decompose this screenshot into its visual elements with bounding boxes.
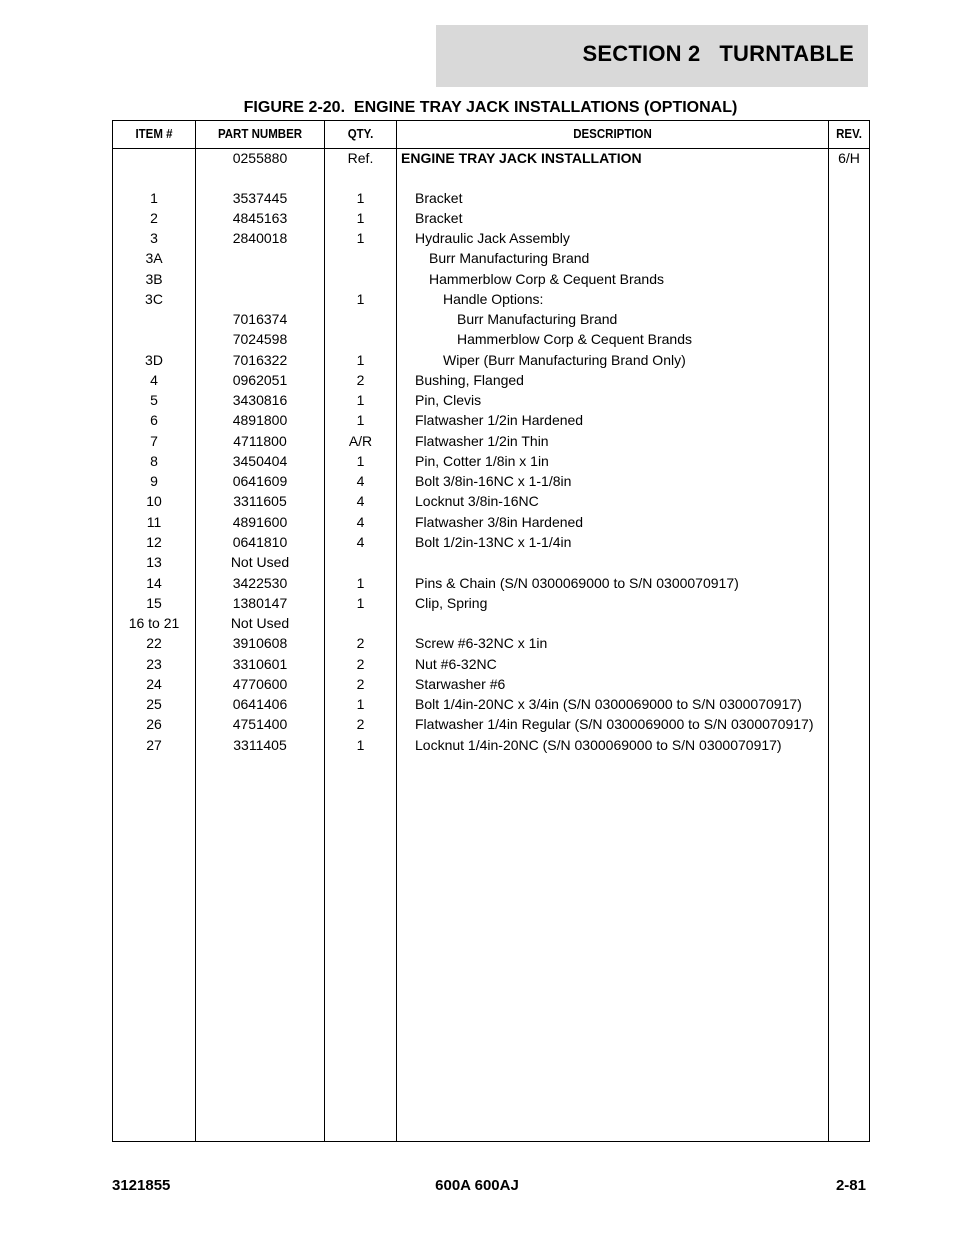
description-cell: Pins & Chain (S/N 0300069000 to S/N 0300070917) [415,575,739,591]
item-number-cell: 25 [146,696,162,712]
table-row [113,593,869,613]
item-number-cell: 10 [146,493,162,509]
quantity-cell [325,248,396,268]
part-number-cell: 0255880 [232,150,288,166]
table-row [113,370,869,390]
revision-cell [829,208,869,228]
quantity-cell: 4 [356,514,365,530]
parts-table [112,120,870,1142]
item-number-cell: 1 [150,190,158,206]
quantity-cell: A/R [348,433,373,449]
part-number-cell: 3910608 [232,635,288,651]
item-number-cell: 8 [150,453,158,469]
revision-cell [829,431,869,451]
revision-cell [829,735,869,755]
table-row [113,735,869,755]
column-header-part-number: PART NUMBER [217,127,303,141]
description-cell: Pin, Clevis [415,392,482,408]
revision-cell [829,410,869,430]
column-header-qty: QTY. [347,127,374,141]
table-row [113,148,869,168]
item-number-cell: 5 [150,392,158,408]
part-number-cell: 4891800 [232,412,288,428]
part-number-cell: 7016374 [232,311,288,327]
revision-cell [829,552,869,572]
description-cell: Burr Manufacturing Brand [429,250,590,266]
item-number-cell [113,309,195,329]
section-title: SECTION 2 TURNTABLE [582,41,854,66]
item-number-cell: 3D [145,352,163,368]
item-number-cell: 2 [150,210,158,226]
part-number-cell [196,269,324,289]
description-cell: Flatwasher 1/4in Regular (S/N 0300069000 to S/N 0300070917) [415,716,814,732]
item-number-cell: 15 [146,595,162,611]
table-row [113,289,869,309]
part-number-cell: 4891600 [232,514,288,530]
item-number-cell: 23 [146,656,162,672]
revision-cell [829,573,869,593]
part-number-cell: Not Used [230,615,290,631]
item-number-cell: 6 [150,412,158,428]
revision-cell [829,188,869,208]
description-cell: Bushing, Flanged [415,372,524,388]
description-cell: Flatwasher 1/2in Hardened [415,412,584,428]
table-row [113,674,869,694]
quantity-cell: 1 [356,737,365,753]
quantity-cell: 4 [356,493,365,509]
part-number-cell: 1380147 [232,595,288,611]
quantity-cell [325,552,396,572]
table-row [113,471,869,491]
figure-title: FIGURE 2-20. ENGINE TRAY JACK INSTALLATIONS (OPTIONAL) [243,99,738,116]
item-number-cell: 4 [150,372,158,388]
item-number-cell: 24 [146,676,162,692]
part-number-cell: 7024598 [232,331,288,347]
quantity-cell [325,309,396,329]
revision-cell [829,593,869,613]
table-row [113,269,869,289]
description-cell: ENGINE TRAY JACK INSTALLATION [401,150,642,166]
item-number-cell: 3B [145,271,163,287]
revision-cell [829,370,869,390]
table-row [113,512,869,532]
part-number-cell: 4770600 [232,676,288,692]
part-number-cell: 0641609 [232,473,288,489]
revision-cell [829,451,869,471]
revision-cell [829,269,869,289]
part-number-cell: 3450404 [232,453,288,469]
revision-cell [829,228,869,248]
quantity-cell: 1 [356,595,365,611]
revision-cell [829,674,869,694]
item-number-cell: 13 [146,554,162,570]
description-cell: Locknut 1/4in-20NC (S/N 0300069000 to S/N 0300070917) [415,737,782,753]
quantity-cell: 4 [356,534,365,550]
column-header-description: DESCRIPTION [573,127,652,141]
quantity-cell: 1 [356,412,365,428]
quantity-cell: 2 [356,635,365,651]
description-cell: Screw #6-32NC x 1in [415,635,548,651]
item-number-cell: 16 to 21 [128,615,180,631]
part-number-cell: 0641406 [232,696,288,712]
table-row [113,451,869,471]
quantity-cell [325,613,396,633]
part-number-cell: 7016322 [232,352,288,368]
revision-cell [829,289,869,309]
quantity-cell: Ref. [347,150,374,166]
revision-cell [829,471,869,491]
item-number-cell: 11 [146,514,162,530]
item-number-cell: 14 [146,575,162,591]
table-row [113,248,869,268]
table-row [113,350,869,370]
description-cell: Bracket [415,190,463,206]
revision-cell [829,532,869,552]
description-cell: Hammerblow Corp & Cequent Brands [457,331,692,347]
quantity-cell: 4 [356,473,365,489]
description-cell: Handle Options: [443,291,544,307]
quantity-cell: 1 [356,696,365,712]
table-row [113,552,869,572]
revision-cell [829,248,869,268]
quantity-cell: 1 [356,210,365,226]
description-cell: Starwasher #6 [415,676,506,692]
description-cell: Bracket [415,210,463,226]
part-number-cell: 4845163 [232,210,288,226]
table-row [113,390,869,410]
table-row [113,633,869,653]
item-number-cell: 9 [150,473,158,489]
description-cell: Flatwasher 3/8in Hardened [415,514,584,530]
part-number-cell: 3430816 [232,392,288,408]
table-row [113,228,869,248]
revision-cell: 6/H [838,150,860,166]
description-cell [401,552,845,572]
table-row [113,329,869,349]
description-cell: Wiper (Burr Manufacturing Brand Only) [443,352,686,368]
description-cell: Locknut 3/8in-16NC [415,493,539,509]
quantity-cell: 2 [356,676,365,692]
part-number-cell: 3537445 [232,190,288,206]
item-number-cell: 3 [150,230,158,246]
part-number-cell: 4711800 [233,433,287,449]
quantity-cell: 1 [356,352,365,368]
description-cell: Bolt 1/4in-20NC x 3/4in (S/N 0300069000 to S/N 0300070917) [415,696,802,712]
footer-model: 600A 600AJ [435,1177,519,1194]
revision-cell [829,329,869,349]
item-number-cell: 3A [145,250,163,266]
item-number-cell: 27 [146,737,162,753]
table-row [113,694,869,714]
description-cell [401,613,845,633]
item-number-cell: 26 [146,716,162,732]
revision-cell [829,633,869,653]
part-number-cell: 3311405 [233,737,287,753]
item-number-cell: 3C [145,291,163,307]
description-cell: Clip, Spring [415,595,488,611]
description-cell: Bolt 1/2in-13NC x 1-1/4in [415,534,572,550]
table-row [113,491,869,511]
quantity-cell: 1 [356,453,365,469]
part-number-cell: 3422530 [232,575,288,591]
part-number-cell: 0641810 [232,534,288,550]
description-cell: Hydraulic Jack Assembly [415,230,570,246]
quantity-cell [325,269,396,289]
part-number-cell: 4751400 [232,716,288,732]
quantity-cell: 1 [356,190,365,206]
table-row [113,188,869,208]
quantity-cell: 2 [356,716,365,732]
revision-cell [829,390,869,410]
quantity-cell: 2 [356,372,365,388]
table-row [113,714,869,734]
column-header-rev: REV. [836,127,862,141]
revision-cell [829,350,869,370]
description-cell: Burr Manufacturing Brand [457,311,618,327]
part-number-cell: 3310601 [232,656,288,672]
table-row [113,573,869,593]
revision-cell [829,491,869,511]
quantity-cell: 2 [356,656,365,672]
description-cell: Bolt 3/8in-16NC x 1-1/8in [415,473,572,489]
part-number-cell: 0962051 [232,372,288,388]
table-row [113,431,869,451]
description-cell: Pin, Cotter 1/8in x 1in [415,453,549,469]
item-number-cell [113,148,195,168]
revision-cell [829,694,869,714]
revision-cell [829,613,869,633]
footer-page-number: 2-81 [835,1177,866,1194]
quantity-cell [325,329,396,349]
table-row [113,613,869,633]
part-number-cell: 3311605 [233,493,287,509]
part-number-cell [196,248,324,268]
table-row [113,309,869,329]
revision-cell [829,654,869,674]
quantity-cell: 1 [356,230,365,246]
part-number-cell: 2840018 [232,230,288,246]
quantity-cell: 1 [356,291,365,307]
quantity-cell: 1 [356,575,365,591]
item-number-cell: 22 [146,635,162,651]
revision-cell [829,512,869,532]
item-number-cell: 7 [150,433,158,449]
section-header [436,25,868,87]
footer-document-number: 3121855 [112,1177,171,1194]
part-number-cell: Not Used [230,554,290,570]
table-row [113,208,869,228]
description-cell: Flatwasher 1/2in Thin [415,433,549,449]
revision-cell [829,309,869,329]
table-row [113,654,869,674]
table-row [113,532,869,552]
table-row [113,410,869,430]
quantity-cell: 1 [356,392,365,408]
column-header-item: ITEM # [135,127,173,141]
item-number-cell: 12 [146,534,162,550]
description-cell: Hammerblow Corp & Cequent Brands [429,271,664,287]
part-number-cell [196,289,324,309]
description-cell: Nut #6-32NC [415,656,497,672]
item-number-cell [113,329,195,349]
revision-cell [829,714,869,734]
